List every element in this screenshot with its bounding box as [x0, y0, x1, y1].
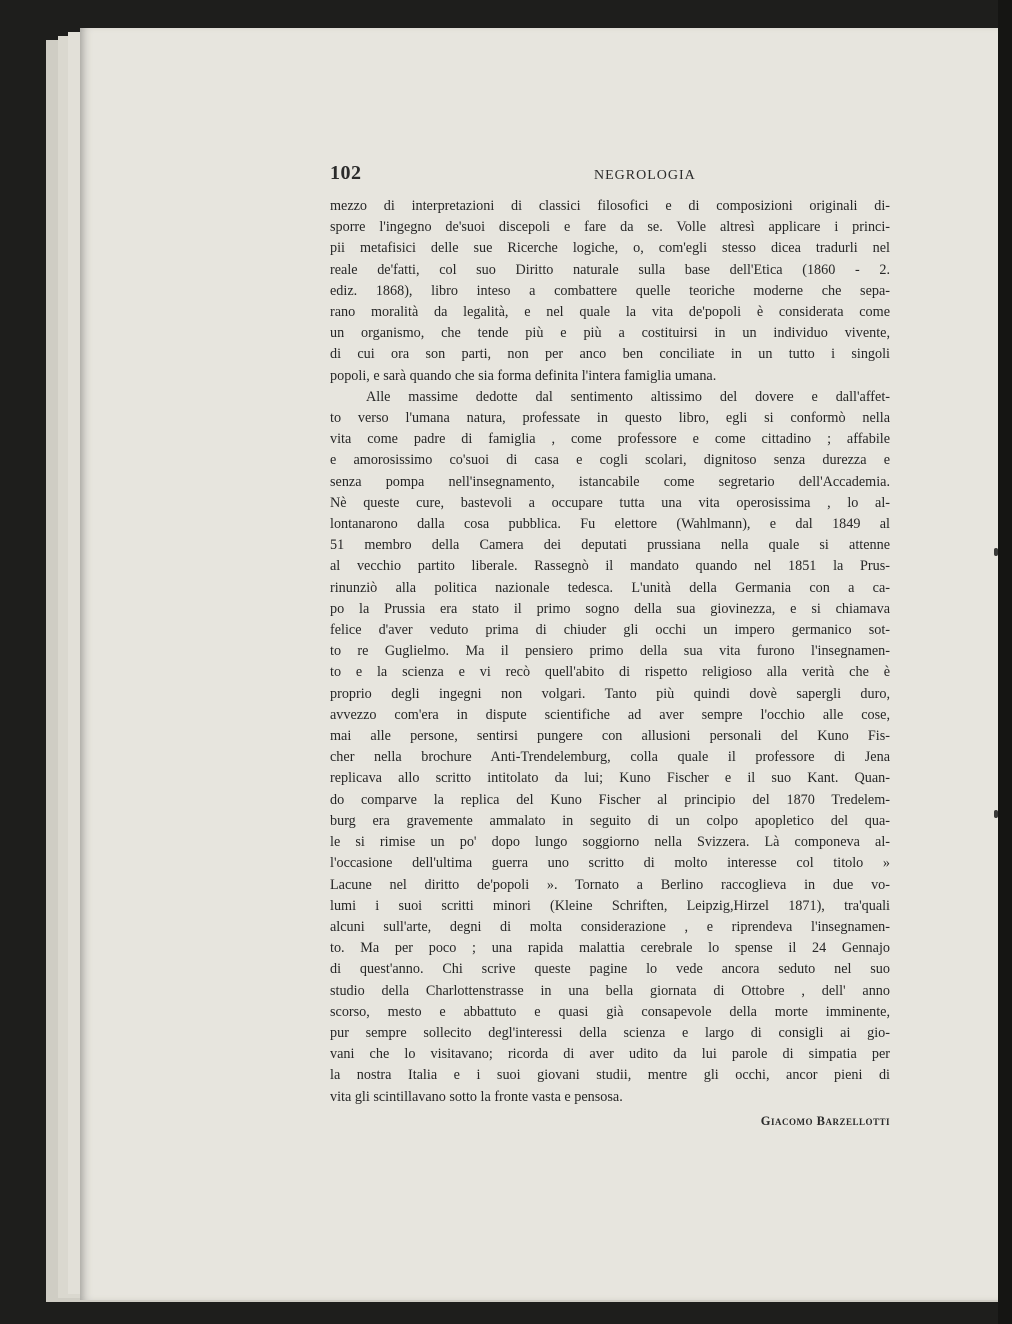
text-line: le si rimise un po' dopo lungo soggiorno nella Svizzera. Là componeva al-	[330, 834, 890, 851]
text-line: al vecchio partito liberale. Rassegnò il mandato quando nel 1851 la Prus-	[330, 558, 890, 575]
text-line: pii metafisici delle sue Ricerche logiche, o, com'egli stesso dicea tradurli nel	[330, 240, 890, 257]
text-line: 51 membro della Camera dei deputati prussiana nella quale si attenne	[330, 537, 890, 554]
running-title: NEGROLOGIA	[594, 168, 696, 183]
text-line: studio della Charlottenstrasse in una bella giornata di Ottobre , dell' anno	[330, 982, 890, 999]
text-line: vita come padre di famiglia , come professore e come cittadino ; affabile	[330, 431, 890, 448]
text-line: replicava allo scritto intitolato da lui; Kuno Fischer e il suo Kant. Quan-	[330, 770, 890, 787]
text-line: mezzo di interpretazioni di classici filosofici e di composizioni originali di-	[330, 198, 890, 214]
body-text	[330, 196, 890, 1108]
binding-edge	[998, 0, 1012, 1324]
text-line: popoli, e sarà quando che sia forma definita l'intera famiglia umana.	[330, 367, 717, 384]
text-line: to e la scienza e vi recò quell'abito di rispetto religioso alla verità che è	[330, 664, 890, 681]
text-line: Lacune nel diritto de'popoli ». Tornato a Berlino raccoglieva in due vo-	[330, 876, 890, 893]
page-header	[330, 158, 890, 188]
text-line: senza pompa nell'insegnamento, istancabile come segretario dell'Accademia.	[330, 473, 890, 490]
text-line: proprio degli ingegni non volgari. Tanto più quindi dovè sapergli duro,	[330, 685, 890, 702]
text-line: to verso l'umana natura, professate in questo libro, egli si conformò nella	[330, 410, 890, 427]
text-line: Nè queste cure, bastevoli a occupare tutta una vita operosissima , lo al-	[330, 494, 890, 511]
text-line: sporre l'ingegno de'suoi discepoli e fare da se. Volle altresì applicare i princi-	[330, 219, 890, 236]
page-number: 102	[330, 162, 362, 184]
text-line: rano moralità da legalità, e nel quale la vita de'popoli è considerata come	[330, 304, 890, 321]
scan-mark	[994, 810, 998, 818]
text-line: la nostra Italia e i suoi giovani studii, mentre gli occhi, ancor pieni di	[330, 1067, 890, 1084]
text-line: rinunziò alla politica nazionale tedesca. L'unità della Germania con a ca-	[330, 579, 890, 596]
text-line: un organismo, che tende più e più a costituirsi in un individuo vivente,	[330, 325, 890, 342]
text-line: pur sempre sollecito degl'interessi della scienza e largo di consigli ai gio-	[330, 1024, 890, 1041]
text-line: di quest'anno. Chi scrive queste pagine lo vede ancora seduto nel suo	[330, 961, 890, 978]
book-page	[80, 28, 1000, 1300]
text-line: l'occasione dell'ultima guerra uno scritto di molto interesse col titolo »	[330, 855, 890, 872]
text-line: lontanarono dalla cosa pubblica. Fu elettore (Wahlmann), e dal 1849 al	[330, 516, 890, 533]
text-line: reale de'fatti, col suo Diritto naturale sulla base dell'Etica (1860 - 2.	[330, 261, 890, 278]
paragraph-1	[330, 196, 890, 387]
text-line: to re Guglielmo. Ma il pensiero primo della sua vita furono l'insegnamen-	[330, 643, 890, 660]
text-line: alcuni sull'arte, degni di molta considerazione , e riprendeva l'insegnamen-	[330, 918, 890, 935]
text-line: scorso, mesto e abbattuto e quasi già consapevole della morte imminente,	[330, 1003, 890, 1020]
text-line: vita gli scintillavano sotto la fronte vasta e pensosa.	[330, 1088, 623, 1105]
text-line: avvezzo com'era in dispute scientifiche ad aver sempre l'occhio alle cose,	[330, 706, 890, 723]
text-line: Alle massime dedotte dal sentimento altissimo del dovere e dall'affet-	[366, 388, 890, 405]
text-line: po la Prussia era stato il primo sogno della sua giovinezza, e si chiamava	[330, 600, 890, 617]
text-line: do comparve la replica del Kuno Fischer al principio del 1870 Tredelem-	[330, 791, 890, 808]
text-line: ediz. 1868), libro inteso a combattere quelle teoriche moderne che sepa-	[330, 282, 890, 299]
scan-mark	[994, 548, 998, 556]
page-content	[330, 158, 890, 1129]
text-line: burg era gravemente ammalato in seguito di un colpo apopletico del qua-	[330, 812, 890, 829]
text-line: felice d'aver veduto prima di chiuder gli occhi un impero germanico sot-	[330, 622, 890, 639]
text-line: vani che lo visitavano; ricorda di aver udito da lui parole di simpatia per	[330, 1046, 890, 1063]
text-line: lumi i suoi scritti minori (Kleine Schriften, Leipzig,Hirzel 1871), tra'quali	[330, 897, 890, 914]
text-line: cher nella brochure Anti-Trendelemburg, colla quale il professore di Jena	[330, 749, 890, 766]
text-line: di cui ora son parti, non per anco ben conciliate in un tutto i singoli	[330, 346, 890, 363]
paragraph-2	[330, 387, 890, 1108]
text-line: mai alle persone, sentirsi pungere con allusioni personali del Kuno Fis-	[330, 728, 890, 745]
text-line: e amorosissimo co'suoi di casa e cogli scolari, dignitoso senza durezza e	[330, 452, 890, 469]
author-signature: Giacomo Barzellotti	[760, 1113, 890, 1128]
text-line: to. Ma per poco ; una rapida malattia cerebrale lo spense il 24 Gennajo	[330, 940, 890, 957]
